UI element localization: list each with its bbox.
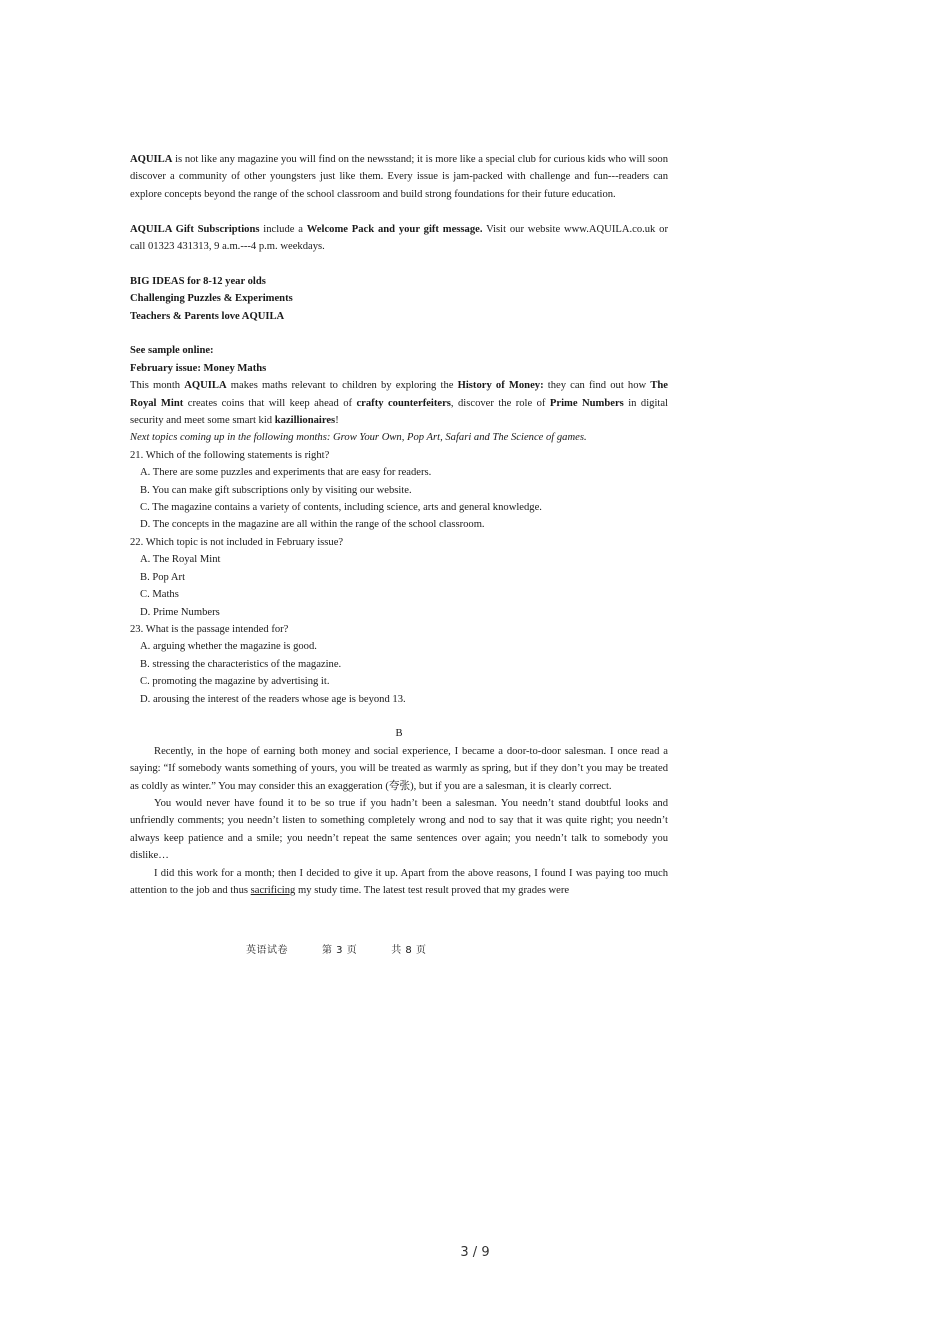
answer-option: B. Pop Art xyxy=(140,571,186,583)
answer-option: A. arguing whether the magazine is good. xyxy=(140,641,317,653)
answer-option: D. arousing the interest of the readers whose age is beyond 13. xyxy=(140,693,406,705)
answer-option: A. There are some puzzles and experiments that are easy for readers. xyxy=(140,467,432,479)
answer-option: B. You can make gift subscriptions only by visiting our website. xyxy=(140,484,412,496)
question-21 xyxy=(130,447,668,534)
passage-b-label: B xyxy=(395,728,403,740)
question-stem: 22. Which topic is not included in February issue? xyxy=(130,536,344,548)
exam-page xyxy=(130,151,668,899)
issue-description: This month AQUILA makes maths relevant to children by exploring the History of Money: they can find out how The Royal Mint creates coins that will keep ahead of crafty counterfeiters, discover the role of Prime Numbers in digital security and meet some smart kid kazillionaires! xyxy=(130,380,668,427)
feature-item: BIG IDEAS for 8-12 year olds xyxy=(130,275,266,287)
footer-page: 第 3 页 xyxy=(322,945,358,956)
question-23 xyxy=(130,621,668,708)
passage-a-intro: AQUILA is not like any magazine you will find on the newsstand; it is more like a special club for curious kids who will soon discover a community of other youngsters just like them. Every issue is jam-packed with challenge and fun---readers can explore concepts beyond the range of the school classroom and build strong foundations for their future education. xyxy=(130,154,668,200)
answer-option: C. Maths xyxy=(140,589,179,601)
brand-name: AQUILA xyxy=(130,154,173,165)
feature-item: Challenging Puzzles & Experiments xyxy=(130,293,293,305)
feature-item: Teachers & Parents love AQUILA xyxy=(130,310,285,322)
exam-footer xyxy=(246,941,460,956)
question-stem: 21. Which of the following statements is right? xyxy=(130,449,330,461)
answer-option: C. promoting the magazine by advertising it. xyxy=(140,676,330,688)
passage-b-paragraph: You would never have found it to be so true if you hadn’t been a salesman. You needn’t stand doubtful looks and unfriendly comments; you needn’t listen to something completely wrong and nod to say that it was quite right; you needn’t always keep patience and a smile; you needn’t repeat the same sentences over again; you needn’t talk to somebody you dislike… xyxy=(130,797,668,862)
page-number: 3 / 9 xyxy=(460,1245,490,1260)
answer-option: D. The concepts in the magazine are all within the range of the school classroom. xyxy=(140,519,485,531)
answer-option: B. stressing the characteristics of the magazine. xyxy=(140,658,342,670)
next-topics: Next topics coming up in the following months: Grow Your Own, Pop Art, Safari and The Science of games. xyxy=(130,432,587,444)
footer-total: 共 8 页 xyxy=(391,945,427,956)
passage-a-subscriptions: AQUILA Gift Subscriptions include a Welcome Pack and your gift message. Visit our website www.AQUILA.co.uk or call 01323 431313, 9 a.m.---4 p.m. weekdays. xyxy=(130,223,668,253)
answer-option: D. Prime Numbers xyxy=(140,606,220,618)
issue-title: February issue: Money Maths xyxy=(130,362,267,374)
question-stem: 23. What is the passage intended for? xyxy=(130,623,289,635)
sample-heading: See sample online: xyxy=(130,345,214,357)
answer-option: C. The magazine contains a variety of contents, including science, arts and general knowledge. xyxy=(140,502,542,514)
passage-b-paragraph: I did this work for a month; then I decided to give it up. Apart from the above reasons, I found I was paying too much attention to the job and thus sacrificing my study time. The latest test result proved that my grades were xyxy=(130,867,668,896)
question-22 xyxy=(130,534,668,621)
passage-b-paragraph: Recently, in the hope of earning both money and social experience, I became a door-to-door salesman. I once read a saying: “If somebody wants something of yours, you will be treated as warmly as spring, but if they don’t you may be treated as coldly as winter.” You may consider this an exaggeration (夸张), but if you are a salesman, it is clearly correct. xyxy=(130,745,668,792)
underlined-word: sacrificing xyxy=(250,885,296,896)
feature-list xyxy=(130,273,668,325)
sample-section xyxy=(130,342,668,446)
footer-paper: 英语试卷 xyxy=(246,945,288,956)
answer-option: A. The Royal Mint xyxy=(140,554,221,566)
